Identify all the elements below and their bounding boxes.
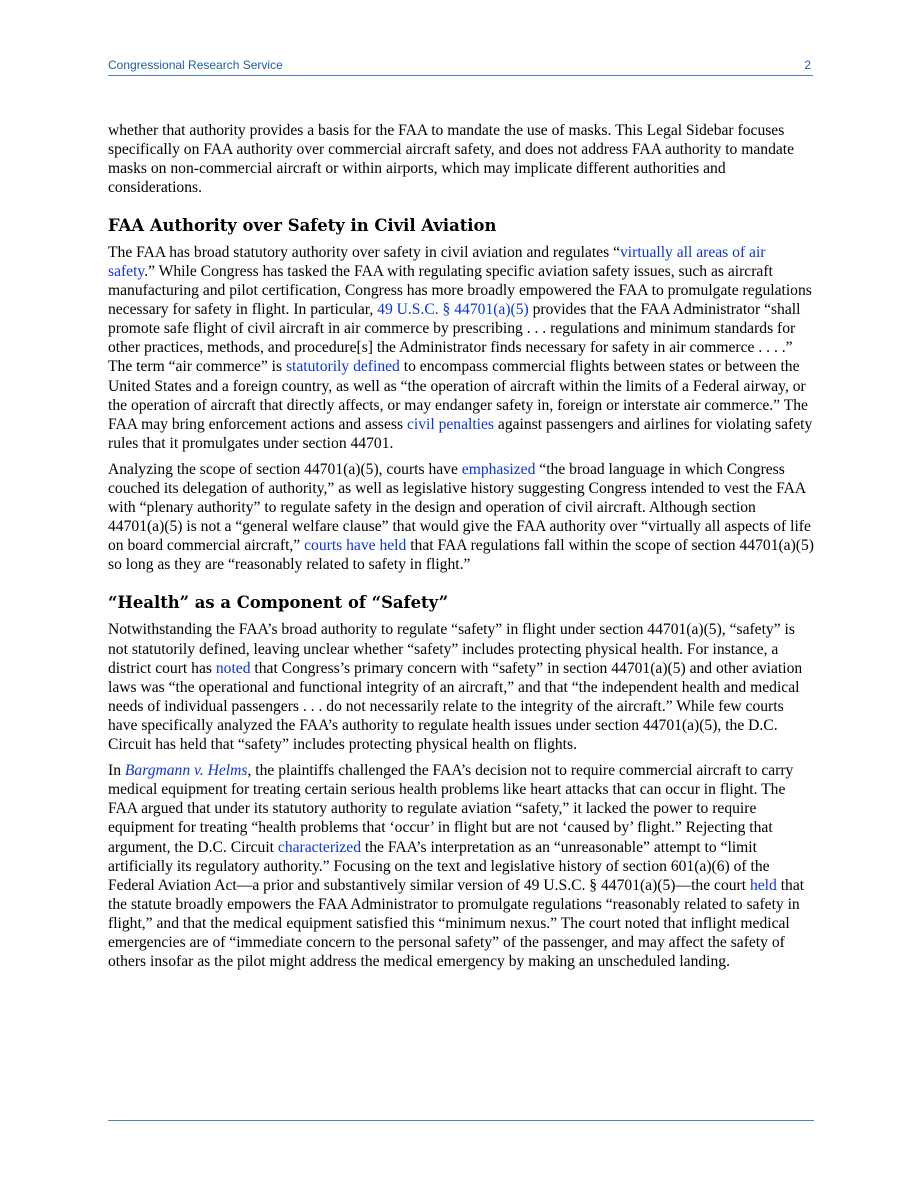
header-title: Congressional Research Service (108, 58, 283, 72)
paragraph-text: Analyzing the scope of section 44701(a)(5), courts have (108, 461, 462, 479)
paragraph-text: whether that authority provides a basis for the FAA to mandate the use of masks. This Legal Sidebar focuses specifically on FAA authority over commercial aircraft safety, and does not address FAA authority to mandate masks on non-commercial aircraft or within airports, which may implicate different authorities and considerations. (108, 122, 795, 197)
paragraph-text: the FAA’s interpretation as an “unreasonable” attempt to “limit artificially its regulatory authority.” Focusing on the text and legislative history of section 601(a)(6) of the Federal Aviation Act—a prior and substantively similar version of 49 U.S.C. § 44701(a)(5)—the court (108, 838, 770, 894)
paragraph-text: The FAA has broad statutory authority over safety in civil aviation and regulates “ (108, 244, 620, 262)
link-statutorily-defined[interactable]: statutorily defined (285, 358, 400, 376)
paragraph-intro (108, 121, 814, 197)
section-heading-health-safety: “Health” as a Component of “Safety” (108, 593, 449, 613)
link-courts-have-held[interactable]: courts have held (304, 537, 407, 555)
paragraph-text: provides that the FAA Administrator “shall promote safe flight of civil aircraft in air commerce by prescribing . . . regulations and minimum standards for other practices, methods, and procedure[s] the Administrator finds necessary for safety in air commerce . . . .” The term “air commerce” is (108, 301, 801, 376)
paragraph-text: that the statute broadly empowers the FAA Administrator to promulgate regulations “reasonably related to safety in flight,” and that the medical equipment satisfied this “minimum nexus.” The court noted that inflight medical emergencies are of “immediate concern to the personal safety” of the passenger, and may affect the safety of others insofar as the pilot might address the medical emergency by making an unscheduled landing. (108, 876, 805, 970)
link-bargmann-v-helms[interactable]: Bargmann v. Helms (124, 762, 248, 780)
footer-rule (108, 1120, 814, 1121)
paragraph-text: to encompass commercial flights between states or between the United States and a foreign country, as well as “the operation of aircraft within the limits of a Federal airway, or the operation of aircraft that directly affects, or may endanger safety in, foreign or interstate air commerce.” The FAA may bring enforcement actions and assess (108, 358, 808, 433)
link-noted[interactable]: noted (215, 659, 251, 677)
document-body (108, 121, 814, 978)
section-heading-faa-authority: FAA Authority over Safety in Civil Aviation (108, 216, 497, 236)
link-held[interactable]: held (749, 876, 777, 894)
paragraph-faa-authority (108, 243, 814, 453)
paragraph-health (108, 620, 814, 753)
paragraph-text: In (108, 762, 125, 780)
paragraph-bargmann (108, 761, 814, 971)
paragraph-text: that FAA regulations fall within the scope of section 44701(a)(5) so long as they are “reasonably related to safety in flight.” (108, 537, 814, 574)
paragraph-text: .” While Congress has tasked the FAA with regulating specific aviation safety issues, such as aircraft manufacturing and pilot certification, Congress has more broadly empowered the FAA to promulgate regulations necessary for safety in flight. In particular, (108, 263, 812, 319)
paragraph-text: that Congress’s primary concern with “safety” in section 44701(a)(5) and other aviation laws was “the operational and functional integrity of an aircraft,” and that “the independent health and medical needs of individual passengers . . . do not necessarily relate to the integrity of the aircraft.” While few courts have specifically analyzed the FAA’s authority to regulate health issues under section 44701(a)(5), the D.C. Circuit has held that “safety” includes protecting physical health on flights. (108, 659, 803, 753)
link-characterized[interactable]: characterized (277, 838, 362, 856)
page-header (108, 58, 813, 76)
link-virtually-all-areas[interactable]: virtually all areas of air safety (108, 244, 766, 281)
paragraph-text: “the broad language in which Congress couched its delegation of authority,” as well as legislative history suggesting Congress intended to vest the FAA with “plenary authority” to regulate safety in the design and operation of civil aircraft. Although section 44701(a)(5) is not a “general welfare clause” that would give the FAA authority over “virtually all aspects of life on board commercial aircraft,” (108, 461, 811, 555)
paragraph-text: , the plaintiffs challenged the FAA’s decision not to require commercial aircraft to carry medical equipment for treating certain serious health problems like heart attacks that can occur in flight. The FAA argued that under its statutory authority to regulate aviation “safety,” it lacked the power to require equipment for treating “health problems that ‘occur’ in flight but are not ‘caused by’ flight.” Rejecting that argument, the D.C. Circuit (108, 762, 794, 856)
link-emphasized[interactable]: emphasized (461, 461, 536, 479)
paragraph-scope (108, 460, 814, 574)
paragraph-text: Notwithstanding the FAA’s broad authority to regulate “safety” in flight under section 44701(a)(5), “safety” is not statutorily defined, leaving unclear whether “safety” includes protecting physical health. For instance, a district court has (108, 621, 795, 677)
link-civil-penalties[interactable]: civil penalties (406, 415, 494, 433)
link-49-usc-44701[interactable]: 49 U.S.C. § 44701(a)(5) (377, 301, 529, 319)
paragraph-text: against passengers and airlines for violating safety rules that it promulgates under section 44701. (108, 415, 813, 452)
page-number: 2 (804, 58, 811, 72)
